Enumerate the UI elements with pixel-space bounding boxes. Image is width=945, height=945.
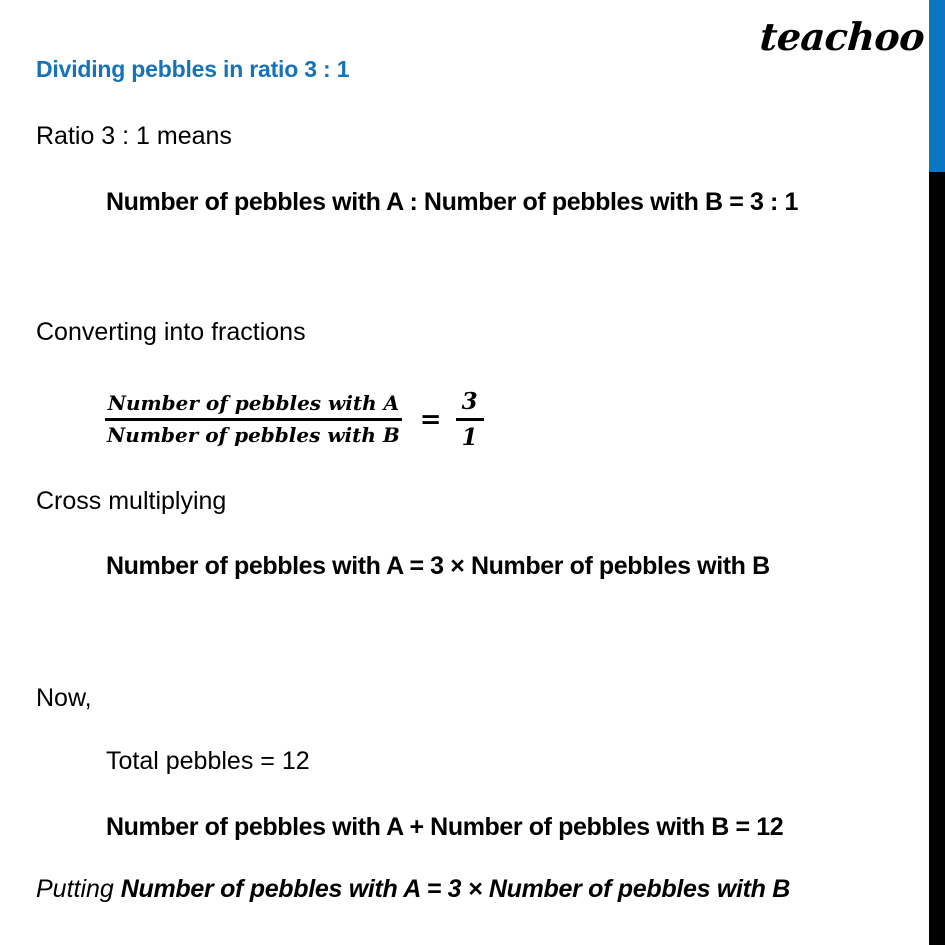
- putting-prefix: Putting: [36, 875, 121, 903]
- fraction-right-numerator: 3: [461, 388, 478, 415]
- fraction-left: [105, 390, 402, 449]
- ratio-means-text: Ratio 3 : 1 means: [36, 122, 232, 150]
- fraction-right-bar: [456, 418, 484, 421]
- equals-sign: =: [419, 404, 442, 435]
- sum-equation-text: Number of pebbles with A + Number of pebbles with B = 12: [106, 813, 784, 841]
- page-title: Dividing pebbles in ratio 3 : 1: [36, 56, 350, 82]
- fraction-right: [456, 386, 484, 453]
- right-edge-blue-bar: [929, 0, 945, 172]
- converting-into-fractions-heading: Converting into fractions: [36, 318, 306, 346]
- ratio-equation-text: Number of pebbles with A : Number of pebbles with B = 3 : 1: [106, 188, 798, 216]
- fraction-left-bar: [105, 418, 402, 421]
- fraction-left-numerator: Number of pebbles with A: [107, 391, 400, 416]
- total-pebbles-text: Total pebbles = 12: [106, 747, 310, 775]
- putting-line: [36, 875, 790, 904]
- fraction-left-denominator: Number of pebbles with B: [107, 423, 400, 448]
- cross-multiplying-heading: Cross multiplying: [36, 487, 227, 515]
- now-label: Now,: [36, 684, 92, 712]
- putting-equation: Number of pebbles with A = 3 × Number of pebbles with B: [120, 875, 791, 903]
- teachoo-logo: teachoo: [758, 14, 926, 59]
- fraction-right-denominator: 1: [461, 424, 478, 452]
- cross-multiplying-equation: Number of pebbles with A = 3 × Number of pebbles with B: [106, 552, 770, 580]
- right-edge-black-bar: [929, 172, 945, 945]
- fraction-equation: [105, 386, 484, 453]
